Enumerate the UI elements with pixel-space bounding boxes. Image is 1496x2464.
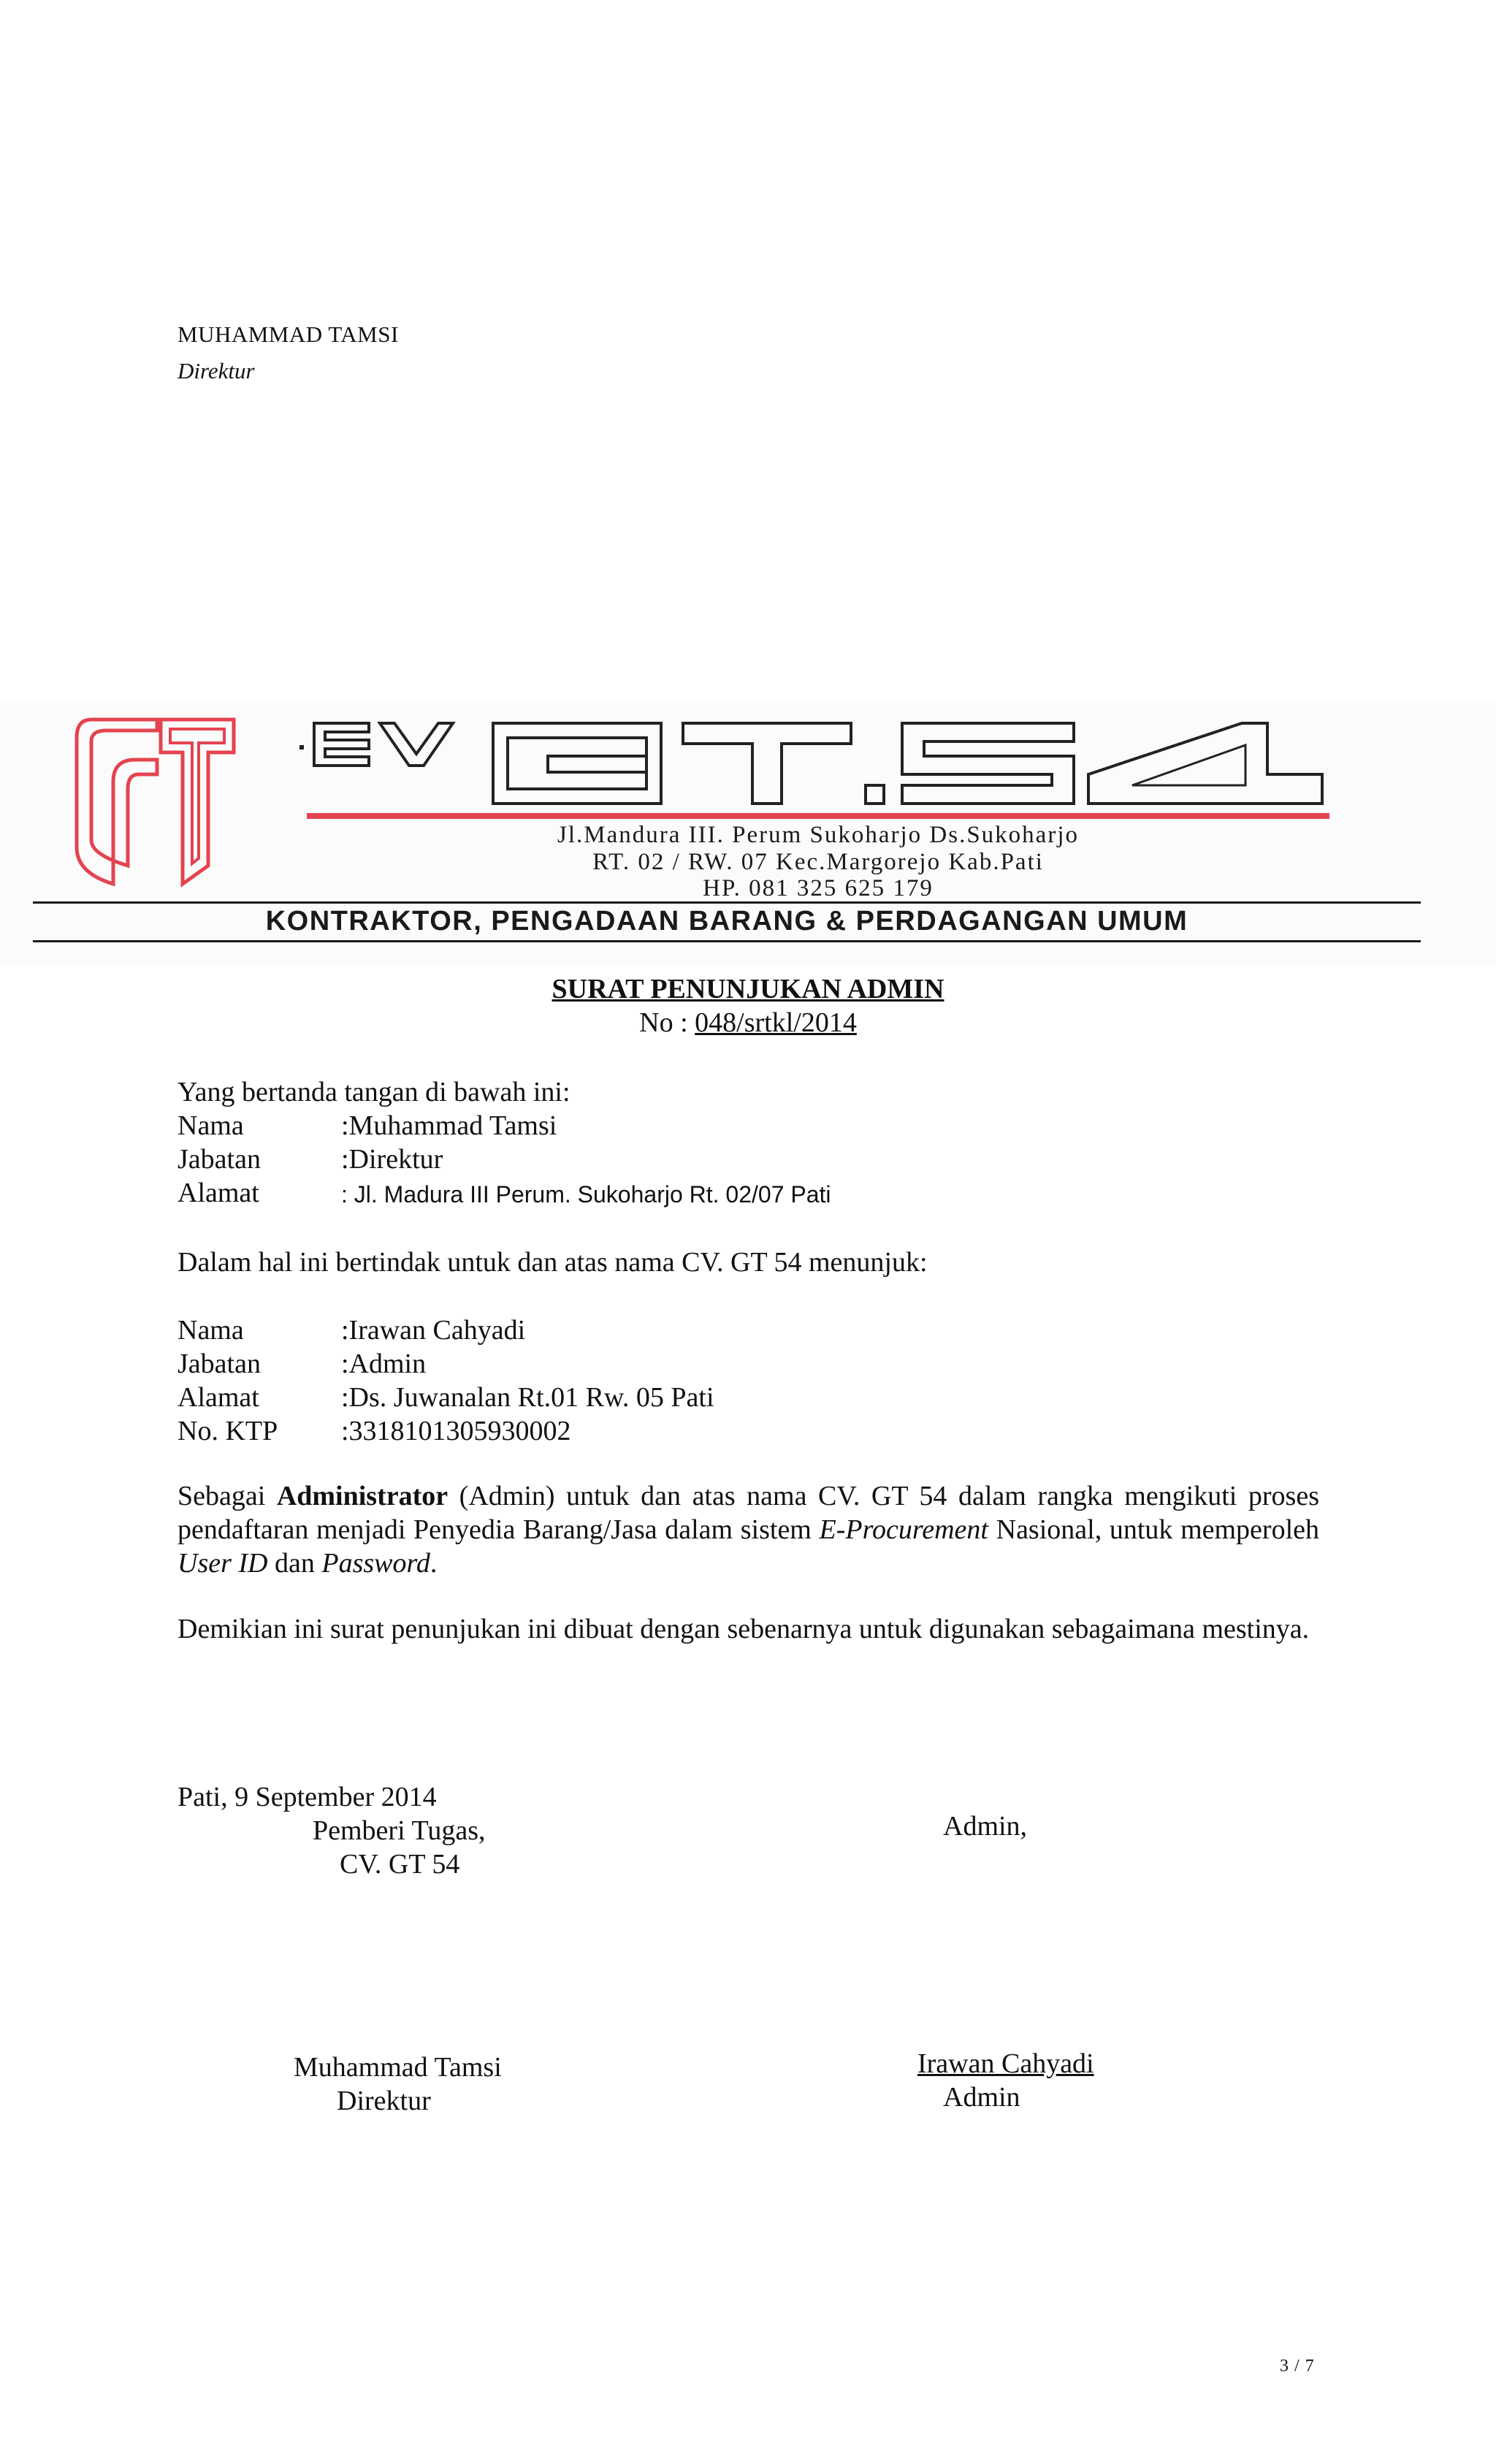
prev-signer-title: Direktur xyxy=(178,358,255,384)
appointee-label-position: Jabatan xyxy=(178,1349,261,1379)
appointee-label-name: Nama xyxy=(178,1315,244,1346)
right-signer-role: Admin, xyxy=(943,1811,1028,1842)
prev-signer-name: MUHAMMAD TAMSI xyxy=(178,321,399,347)
signer-label-address: Alamat xyxy=(178,1178,259,1208)
purpose-bold-administrator: Administrator xyxy=(276,1481,449,1511)
place-date: Pati, 9 September 2014 xyxy=(178,1782,437,1812)
signer-value-address: : Jl. Madura III Perum. Sukoharjo Rt. 02/07 Pati xyxy=(341,1181,831,1208)
appointee-value-name: :Irawan Cahyadi xyxy=(341,1315,526,1346)
left-signer-name: Muhammad Tamsi xyxy=(294,2052,502,2083)
letterhead-rule-top xyxy=(33,901,1421,904)
purpose-italic-eprocurement: E-Procurement xyxy=(819,1514,988,1545)
page-number: 3 / 7 xyxy=(1280,2357,1315,2376)
purpose-text-3: Nasional, untuk memperoleh xyxy=(988,1514,1319,1545)
act-statement: Dalam hal ini bertindak untuk dan atas nama CV. GT 54 menunjuk: xyxy=(178,1247,928,1278)
letterhead-address-line1: Jl.Mandura III. Perum Sukoharjo Ds.Sukoharjo xyxy=(557,822,1079,848)
document-number-value: 048/srtkl/2014 xyxy=(695,1007,857,1038)
right-signer-title: Admin xyxy=(943,2082,1020,2113)
letterhead-address-line2: RT. 02 / RW. 07 Kec.Margorejo Kab.Pati xyxy=(592,849,1044,875)
purpose-italic-userid: User ID xyxy=(178,1548,268,1579)
purpose-text-4: dan xyxy=(267,1548,322,1579)
purpose-paragraph xyxy=(178,1479,1319,1580)
appointee-value-position: :Admin xyxy=(341,1349,427,1379)
signer-label-name: Nama xyxy=(178,1110,244,1141)
intro-text: Yang bertanda tangan di bawah ini: xyxy=(178,1077,570,1107)
left-signer-title: Direktur xyxy=(337,2086,431,2116)
letterhead-rule-bottom xyxy=(33,940,1421,942)
letterhead-phone: HP. 081 325 625 179 xyxy=(703,875,934,901)
signer-value-name: :Muhammad Tamsi xyxy=(341,1110,557,1141)
left-signer-org: CV. GT 54 xyxy=(340,1849,460,1880)
appointee-value-ktp: :3318101305930002 xyxy=(341,1416,571,1446)
purpose-italic-password: Password xyxy=(321,1548,430,1579)
closing-paragraph: Demikian ini surat penunjukan ini dibuat dengan sebenarnya untuk digunakan sebagaimana mestinya. xyxy=(178,1614,1310,1644)
appointee-label-ktp: No. KTP xyxy=(178,1416,278,1446)
document-number-prefix: No : xyxy=(639,1007,695,1038)
purpose-text-1: Sebagai xyxy=(178,1481,277,1511)
letterhead-tagline: KONTRAKTOR, PENGADAAN BARANG & PERDAGANGAN UMUM xyxy=(265,906,1188,937)
signer-value-position: :Direktur xyxy=(341,1144,443,1175)
company-wordmark xyxy=(299,716,1337,818)
right-signer-name: Irawan Cahyadi xyxy=(917,2048,1094,2079)
appointee-label-address: Alamat xyxy=(178,1382,259,1413)
left-signer-role: Pemberi Tugas, xyxy=(313,1815,486,1846)
document-number xyxy=(0,1007,1496,1039)
company-logo xyxy=(69,709,245,895)
appointee-value-address: :Ds. Juwanalan Rt.01 Rw. 05 Pati xyxy=(341,1382,714,1413)
document-title: SURAT PENUNJUKAN ADMIN xyxy=(552,974,944,1004)
signer-label-position: Jabatan xyxy=(178,1144,261,1175)
purpose-text-5: . xyxy=(430,1548,438,1579)
letterhead-red-rule xyxy=(307,813,1329,819)
purpose-text-2: (Admin) untuk dan atas nama CV. GT 54 dalam rangka mengikuti proses pendaftaran menjadi Penyedia Barang/Jasa dalam sistem xyxy=(178,1481,1319,1545)
